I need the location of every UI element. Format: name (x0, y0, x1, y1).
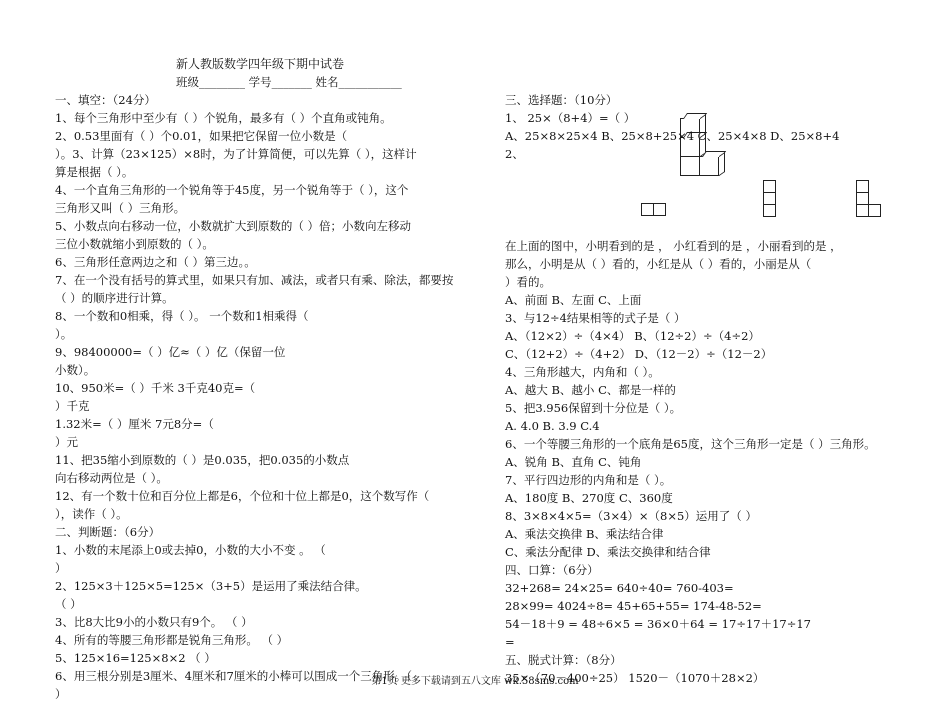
right-line: A、（12×2）÷（4×4） B、（12÷2）÷（4÷2） (505, 329, 760, 343)
left-line: 8、一个数和0相乘，得（ ）。 一个数和1相乘得（ (55, 309, 309, 323)
right-line: A、乘法交换律 B、乘法结合律 (505, 527, 664, 541)
right-line: 35×（70－400÷25） 1520－（1070＋28×2） (505, 671, 765, 685)
left-line: ）。 (55, 327, 73, 341)
right-line: 三、选择题：（10分） (505, 93, 618, 107)
left-line: 向右移动两位是（ ）。 (55, 471, 168, 485)
page-title: 新人教版数学四年级下期中试卷 (176, 57, 345, 71)
left-line: 3、比8大比9小的小数只有9个。 （ ） (55, 615, 253, 629)
left-line: ） (55, 561, 67, 575)
left-line: 算是根据（ ）。 (55, 165, 134, 179)
right-line: 1、 25×（8+4）=（ ） (505, 111, 636, 125)
left-line: 一、填空：（24分） (55, 93, 156, 107)
left-line: 小数）。 (55, 363, 96, 377)
student-info-line: 班级________ 学号_______ 姓名___________ (176, 75, 402, 89)
right-line: A. 4.0 B. 3.9 C.4 (505, 419, 600, 433)
left-line: 12、有一个数十位和百分位上都是6，个位和十位上都是0，这个数写作（ (55, 489, 430, 503)
page-footer: 第1页 更多下载请到五八文库 wk.58sms.com (371, 676, 579, 687)
left-line: 三位小数就缩小到原数的（ ）。 (55, 237, 214, 251)
left-line: 4、所有的等腰三角形都是锐角三角形。 （ ） (55, 633, 289, 647)
right-line: A、锐角 B、直角 C、钝角 (505, 455, 642, 469)
right-line: A、25×8×25×4 B、25×8+25×4 C、25×4×8 D、25×8+4 (505, 129, 840, 143)
right-line: A、180度 B、270度 C、360度 (505, 491, 673, 505)
right-line: 7、平行四边形的内角和是（ ）。 (505, 473, 672, 487)
left-line: 11、把35缩小到原数的（ ）是0.035，把0.035的小数点 (55, 453, 350, 467)
right-line: 5、把3.956保留到十分位是（ ）。 (505, 401, 682, 415)
left-line: （ ） (55, 597, 82, 611)
right-line: 4、三角形越大，内角和（ ）。 (505, 365, 660, 379)
left-line: 1、小数的末尾添上0或去掉0，小数的大小不变 。 （ (55, 543, 326, 557)
left-line: 5、小数点向右移动一位，小数就扩大到原数的（ ）倍；小数向左移动 (55, 219, 411, 233)
left-line: 4、一个直角三角形的一个锐角等于45度，另一个锐角等于（ ），这个 (55, 183, 409, 197)
right-line: ）看的。 (505, 275, 551, 289)
left-line: 2、125×3＋125×5=125×（3+5）是运用了乘法结合律。 (55, 579, 367, 593)
left-line: ），读作（ ）。 (55, 507, 128, 521)
right-line: = (505, 635, 515, 649)
right-line: 五、脱式计算：（8分） (505, 653, 622, 667)
left-line: 5、125×16=125×8×2 （ ） (55, 651, 216, 665)
right-line: C、乘法分配律 D、乘法交换律和结合律 (505, 545, 711, 559)
left-line: ）元 (55, 435, 78, 449)
right-line: 在上面的图中，小明看到的是 ， 小红看到的是 ，小丽看到的是 ， (505, 239, 842, 253)
left-line: 1、每个三角形中至少有（ ）个锐角，最多有（ ）个直角或钝角。 (55, 111, 392, 125)
right-line: 2、 (505, 147, 524, 161)
left-line: 1.32米=（ ）厘米 7元8分=（ (55, 417, 214, 431)
left-line: 三角形又叫（ ）三角形。 (55, 201, 186, 215)
left-line: ） (55, 687, 67, 701)
left-line: （ ）的顺序进行计算。 (55, 291, 174, 305)
left-line: 9、98400000=（ ）亿≈（ ）亿（保留一位 (55, 345, 286, 359)
left-line: ）千克 (55, 399, 90, 413)
right-line: C、（12+2）÷（4+2） D、（12－2）÷（12－2） (505, 347, 773, 361)
right-line: 那么，小明是从（ ）看的，小红是从（ ）看的，小丽是从（ (505, 257, 812, 271)
right-line: 6、一个等腰三角形的一个底角是65度，这个三角形一定是（ ）三角形。 (505, 437, 876, 451)
right-line: A、前面 B、左面 C、上面 (505, 293, 642, 307)
right-line: A、越大 B、越小 C、都是一样的 (505, 383, 676, 397)
left-line: 7、在一个没有括号的算式里，如果只有加、减法，或者只有乘、除法，都要按 (55, 273, 454, 287)
left-line: 6、三角形任意两边之和（ ）第三边。。 (55, 255, 256, 269)
left-line: 10、950米=（ ）千米 3千克40克=（ (55, 381, 256, 395)
left-line: 2、0.53里面有（ ）个0.01，如果把它保留一位小数是（ (55, 129, 348, 143)
right-line: 3、与12÷4结果相等的式子是（ ） (505, 311, 686, 325)
left-line: 6、用三根分别是3厘米、4厘米和7厘米的小棒可以围成一个三角形。（ (55, 669, 413, 683)
right-line: 54－18＋9 = 48÷6×5 = 36×0＋64 = 17÷17＋17÷17 (505, 617, 811, 631)
left-line: 二、判断题：（6分） (55, 525, 161, 539)
left-line: ）。3、计算（23×125）×8时，为了计算简便，可以先算（ ），这样计 (55, 147, 417, 161)
right-line: 28×99= 4024÷8= 45+65+55= 174-48-52= (505, 599, 762, 613)
right-line: 四、口算：（6分） (505, 563, 599, 577)
right-line: 8、3×8×4×5=（3×4）×（8×5）运用了（ ） (505, 509, 757, 523)
right-line: 32+268= 24×25= 640÷40= 760-403= (505, 581, 734, 595)
